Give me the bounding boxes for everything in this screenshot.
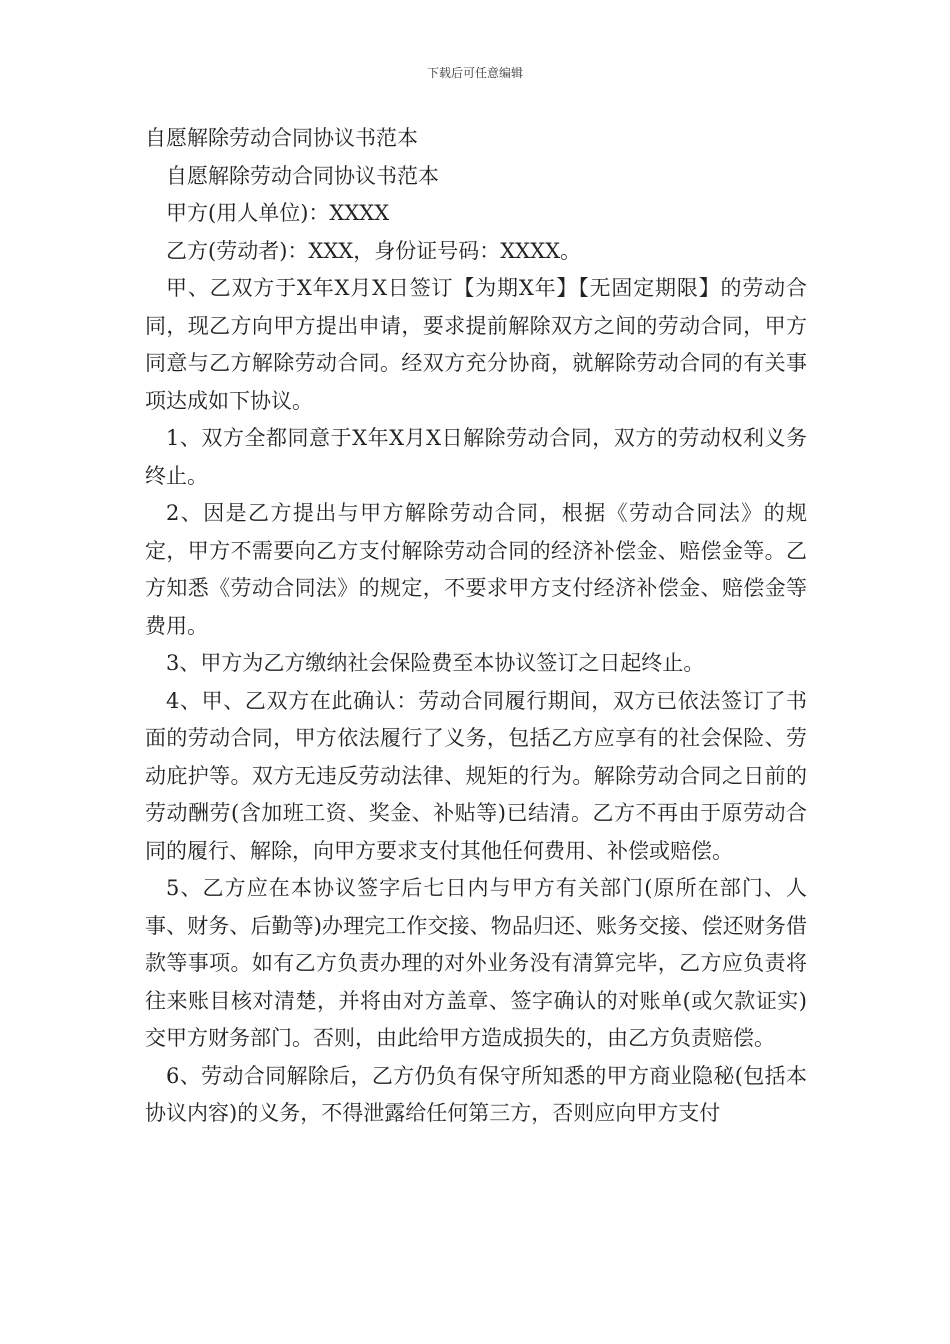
party-b-line: 乙方(劳动者)：XXX，身份证号码：XXXX。 xyxy=(166,238,582,263)
party-a-line: 甲方(用人单位)：XXXX xyxy=(166,201,390,225)
clause-6: 6、劳动合同解除后，乙方仍负有保守所知悉的甲方商业隐秘(包括本协议内容)的义务，不得泄露给任何第三方，否则应向甲方支付 xyxy=(145,1063,807,1125)
intro-paragraph: 甲、乙双方于X年X月X日签订【为期X年】【无固定期限】的劳动合同，现乙方向甲方提出申请，要求提前解除双方之间的劳动合同，甲方同意与乙方解除劳动合同。经双方充分协商，就解除劳动合同的有关事项达成如下协议。 xyxy=(145,276,807,413)
document-title: 自愿解除劳动合同协议书范本 xyxy=(145,126,418,150)
document-subtitle: 自愿解除劳动合同协议书范本 xyxy=(166,163,439,188)
clause-2: 2、因是乙方提出与甲方解除劳动合同，根据《劳动合同法》的规定，甲方不需要向乙方支付解除劳动合同的经济补偿金、赔偿金等。乙方知悉《劳动合同法》的规定，不要求甲方支付经济补偿金、赔偿金等费用。 xyxy=(145,501,807,638)
document-body xyxy=(145,120,807,1133)
clause-1: 1、双方全都同意于X年X月X日解除劳动合同，双方的劳动权利义务终止。 xyxy=(145,426,807,488)
clause-4: 4、甲、乙双方在此确认：劳动合同履行期间，双方已依法签订了书面的劳动合同，甲方依法履行了义务，包括乙方应享有的社会保险、劳动庇护等。双方无违反劳动法律、规矩的行为。解除劳动合同之日前的劳动酬劳(含加班工资、奖金、补贴等)已结清。乙方不再由于原劳动合同的履行、解除，向甲方要求支付其他任何费用、补偿或赔偿。 xyxy=(145,688,807,863)
page-header-note: 下载后可任意编辑 xyxy=(426,66,523,80)
clause-5: 5、乙方应在本协议签字后七日内与甲方有关部门(原所在部门、人事、财务、后勤等)办理完工作交接、物品归还、账务交接、偿还财务借款等事项。如有乙方负责办理的对外业务没有清算完毕，乙方应负责将往来账目核对清楚，并将由对方盖章、签字确认的对账单(或欠款证实)交甲方财务部门。否则，由此给甲方造成损失的，由乙方负责赔偿。 xyxy=(145,876,807,1050)
clause-3: 3、甲方为乙方缴纳社会保险费至本协议签订之日起终止。 xyxy=(166,651,705,675)
